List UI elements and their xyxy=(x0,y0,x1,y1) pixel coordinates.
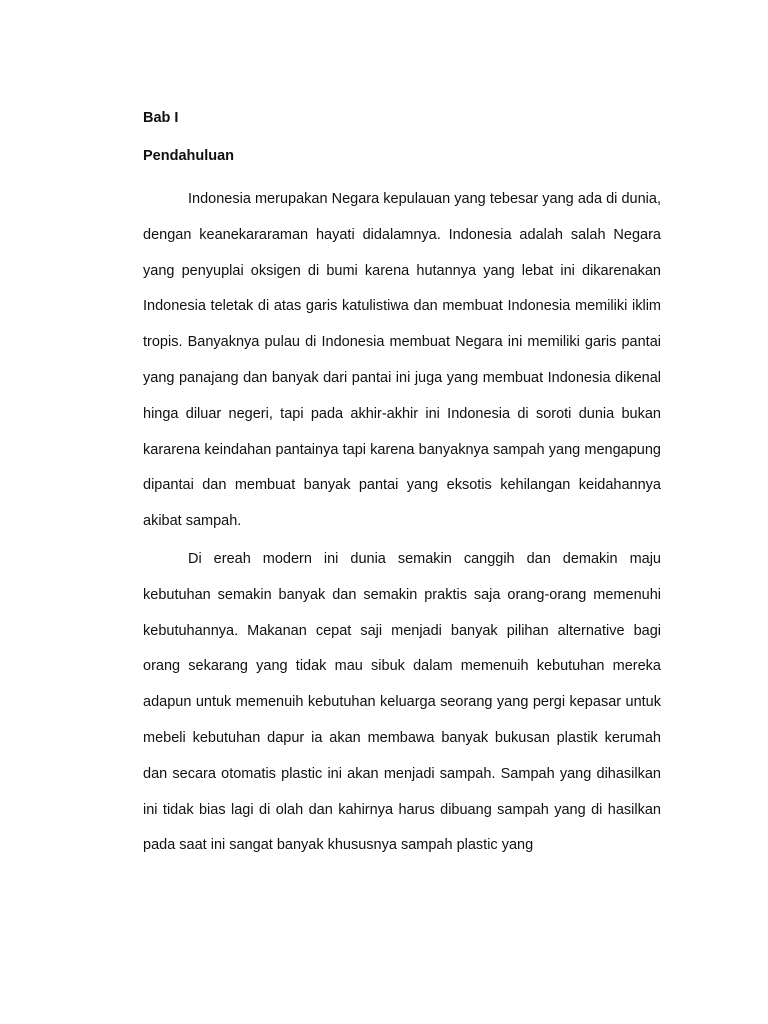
paragraph-2: Di ereah modern ini dunia semakin canggih dan demakin maju kebutuhan semakin banyak dan semakin praktis saja orang-orang memenuhi kebutuhannya. Makanan cepat saji menjadi banyak pilihan alternative bagi orang sekarang yang tidak mau sibuk dalam memenuih kebutuhan mereka adapun untuk memenuih kebutuhan keluarga seorang yang pergi kepasar untuk mebeli kebutuhan dapur ia akan membawa banyak bukusan plastik kerumah dan secara otomatis plastic ini akan menjadi sampah. Sampah yang dihasilkan ini tidak bias lagi di olah dan kahirnya harus dibuang sampah yang di hasilkan pada saat ini sangat banyak khususnya sampah plastic yang xyxy=(143,550,661,854)
section-title: Pendahuluan xyxy=(143,148,235,164)
document-page xyxy=(143,108,661,866)
paragraph-1: Indonesia merupakan Negara kepulauan yang tebesar yang ada di dunia, dengan keanekararaman hayati didalamnya. Indonesia adalah salah Negara yang penyuplai oksigen di bumi karena hutannya yang lebat ini dikarenakan Indonesia teletak di atas garis katulistiwa dan membuat Indonesia memiliki iklim tropis. Banyaknya pulau di Indonesia membuat Negara ini memiliki garis pantai yang panajang dan banyak dari pantai ini juga yang membuat Indonesia dikenal hinga diluar negeri, tapi pada akhir-akhir ini Indonesia di soroti dunia bukan kararena keindahan pantainya tapi karena banyaknya sampah yang mengapung dipantai dan membuat banyak pantai yang eksotis kehilangan keidahannya akibat sampah. xyxy=(143,191,661,530)
chapter-heading: Bab I xyxy=(143,110,179,126)
